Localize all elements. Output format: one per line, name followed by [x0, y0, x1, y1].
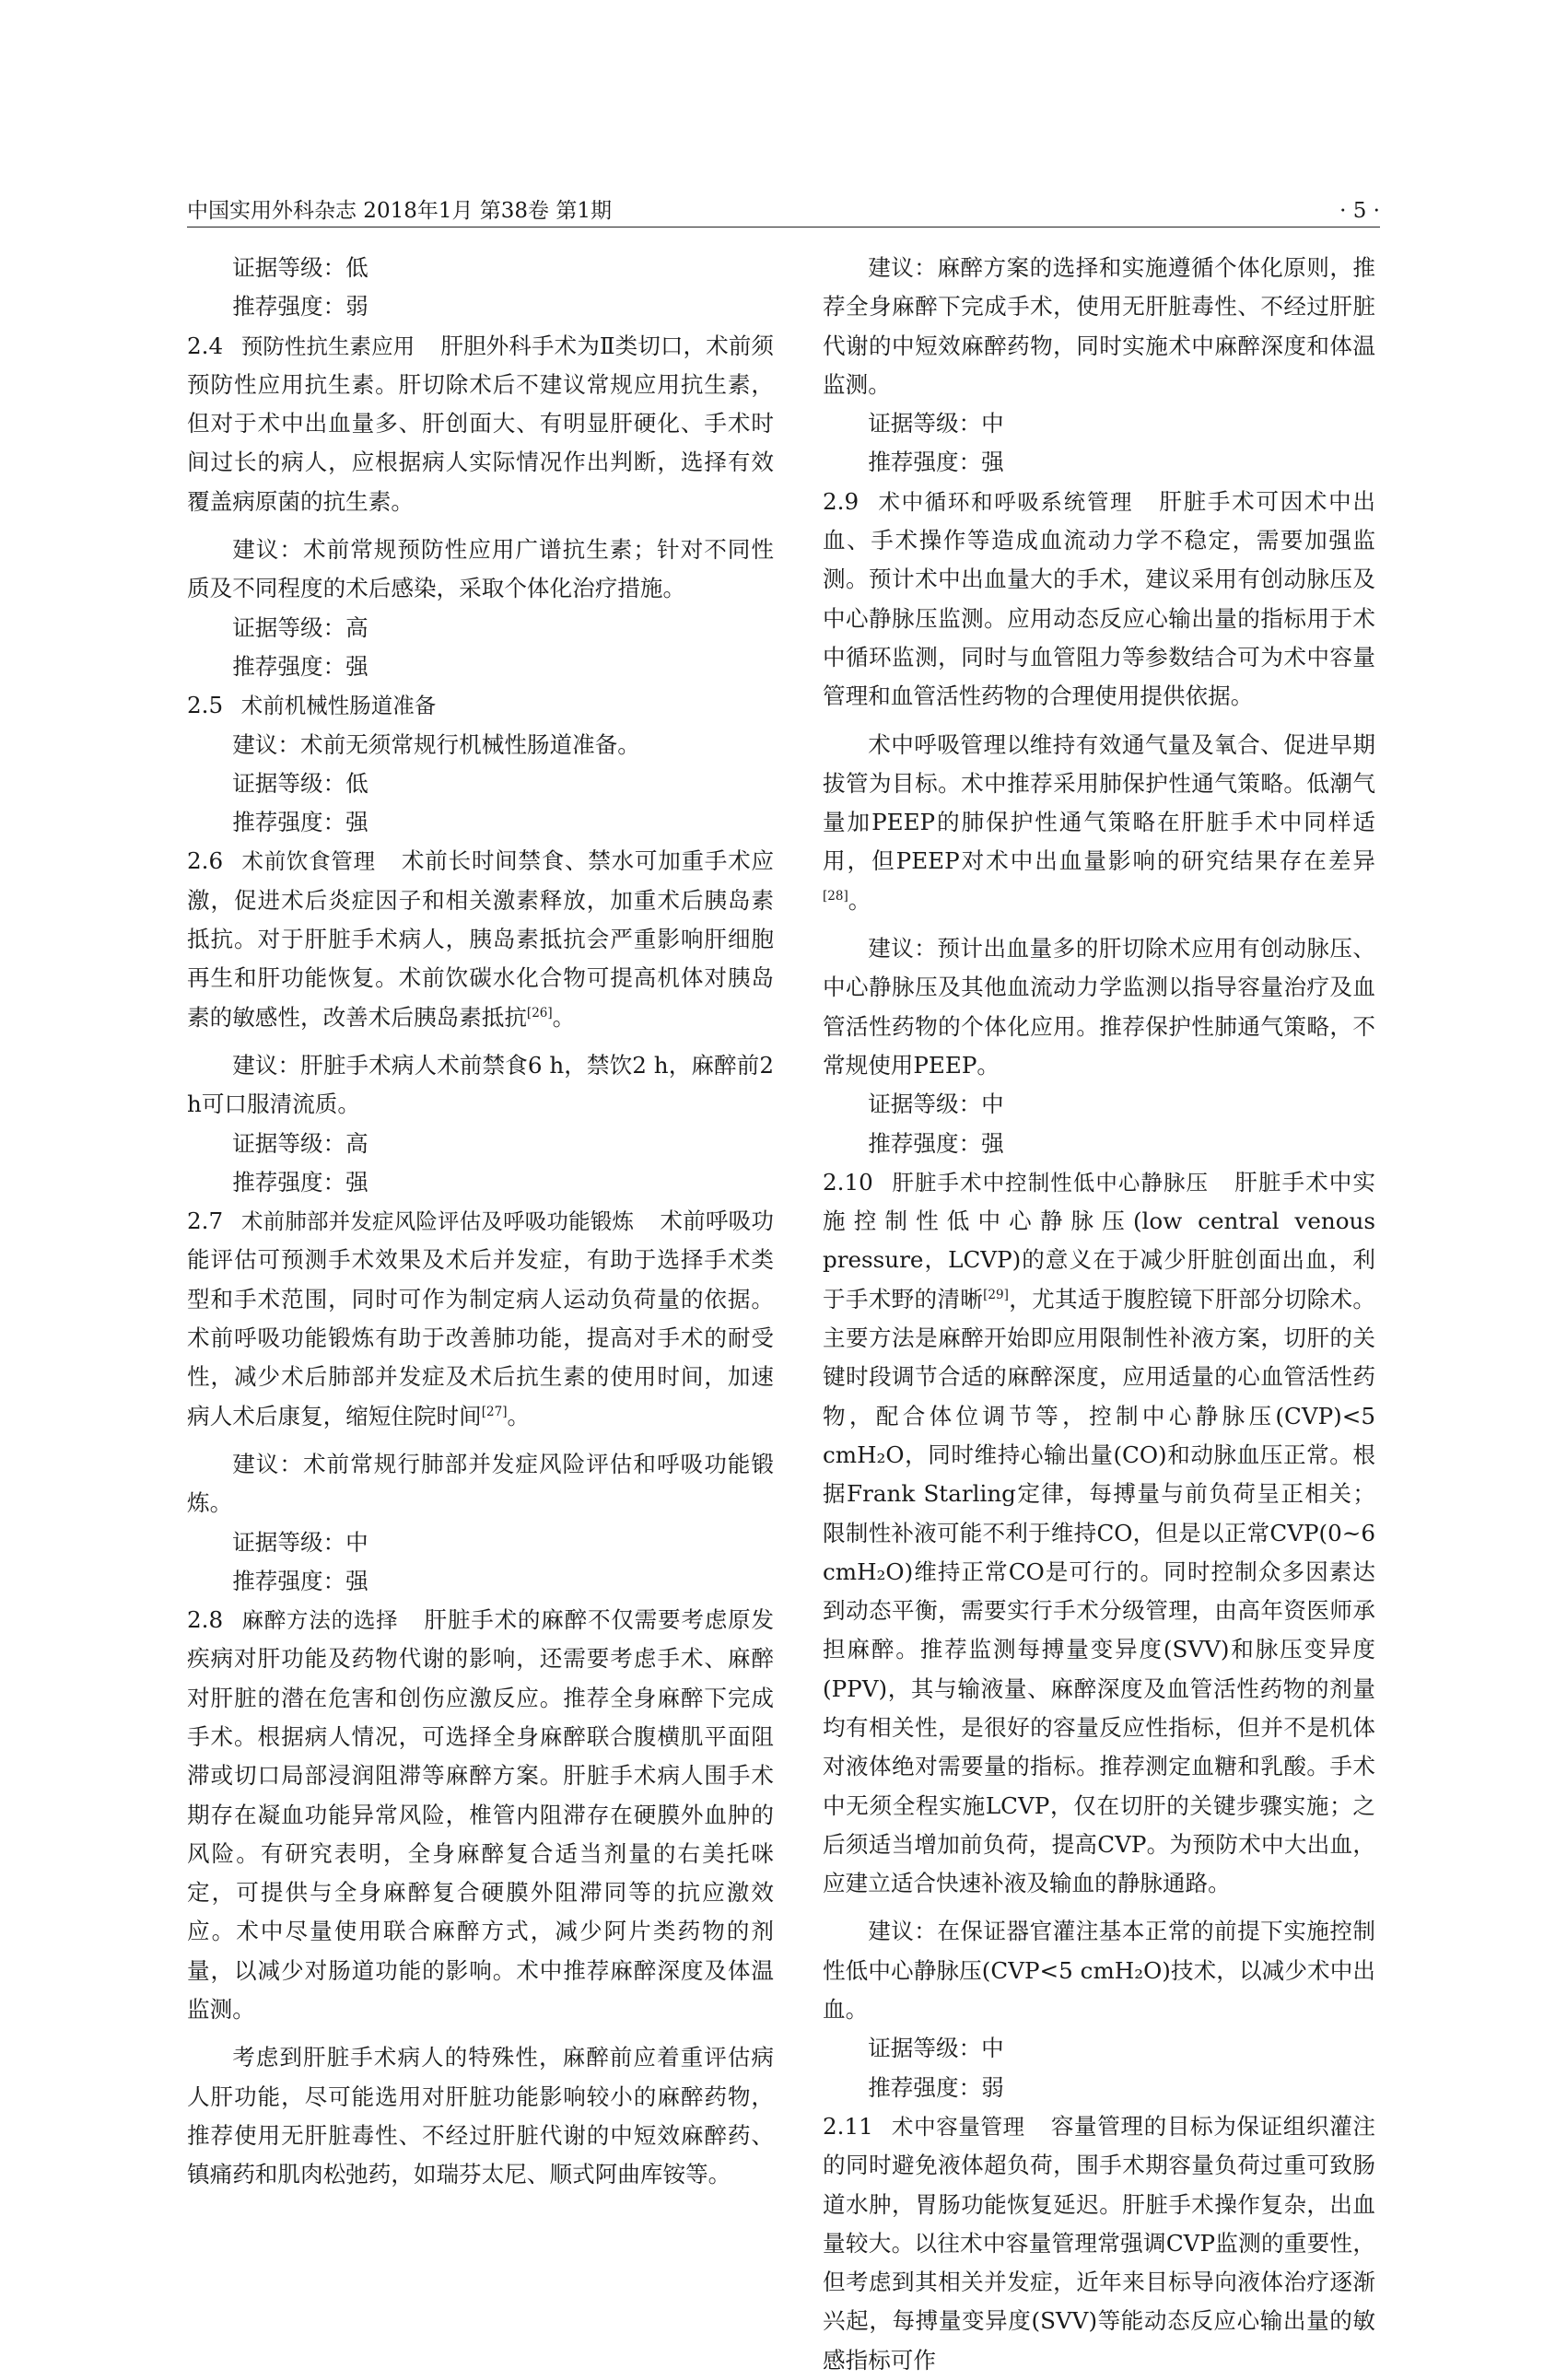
- section-title: 术中循环和呼吸系统管理: [876, 488, 1134, 515]
- section-body: 容量管理的目标为保证组织灌注的同时避免液体超负荷，围手术期容量负荷过重可致肠道水肿，胃肠功能恢复延迟。肝脏手术操作复杂，出血量较大。以往术中容量管理常强调CVP监测的重要性，但考虑到其相关并发症，近年来目标导向液体治疗逐渐兴起，每搏量变异度(SVV)等能动态反应心输出量的敏感指标可作: [823, 2112, 1375, 2374]
- section-number: 2.11: [823, 2112, 873, 2140]
- running-header: [187, 195, 1380, 228]
- section-title: 肝脏手术中控制性低中心静脉压: [891, 1169, 1210, 1196]
- body-paragraph: 考虑到肝脏手术病人的特殊性，麻醉前应着重评估病人肝功能，尽可能选用对肝脏功能影响较小的麻醉药物，推荐使用无肝脏毒性、不经过肝脏代谢的中短效麻醉药、镇痛药和肌肉松弛药，如瑞芬太尼、顺式阿曲库铵等。: [187, 2044, 774, 2188]
- paragraph-text: 术中呼吸管理以维持有效通气量及氧合、促进早期拔管为目标。术中推荐采用肺保护性通气策略。低潮气量加PEEP的肺保护性通气策略在肝脏手术中同样适用，但PEEP对术中出血量影响的研究结果存在差异: [823, 730, 1375, 875]
- recommendation-strength: 推荐强度：强: [232, 1567, 368, 1594]
- recommendation-strength: 推荐强度：弱: [232, 293, 368, 321]
- section-number: 2.5: [187, 692, 224, 719]
- section-number: 2.7: [187, 1208, 224, 1235]
- section-body: 肝脏手术可因术中出血、手术操作等造成血流动力学不稳定，需要加强监测。预计术中出血量大的手术，建议采用有创动脉压及中心静脉压监测。应用动态反应心输出量的指标用于术中循环监测，同时与血管阻力等参数结合可为术中容量管理和血管活性药物的合理使用提供依据。: [823, 487, 1375, 710]
- journal-citation: 中国实用外科杂志 2018年1月 第38卷 第1期: [187, 199, 612, 223]
- recommendation-strength: 推荐强度：强: [232, 809, 368, 836]
- recommendation: 建议：在保证器官灌注基本正常的前提下实施控制性低中心静脉压(CVP<5 cmH₂O)技术，以减少术中出血。: [823, 1918, 1375, 2024]
- section-2-7: [187, 1202, 774, 1436]
- punctuation: 。: [552, 1003, 576, 1031]
- section-number: 2.9: [823, 487, 860, 515]
- punctuation: 。: [507, 1402, 531, 1429]
- evidence-level: 证据等级：低: [232, 254, 368, 281]
- citation-ref: [27]: [481, 1404, 508, 1419]
- recommendation-strength: 推荐强度：强: [232, 1168, 368, 1196]
- section-title: 术前机械性肠道准备: [240, 693, 437, 719]
- recommendation: 建议：预计出血量多的肝切除术应用有创动脉压、中心静脉压及其他血流动力学监测以指导容量治疗及血管活性药物的个体化应用。推荐保护性肺通气策略，不常规使用PEEP。: [823, 935, 1375, 1079]
- section-body: 肝脏手术中实施控制性低中心静脉压(low central venous pressure，LCVP)的意义在于减少肝脏创面出血，利于手术野的清晰: [823, 1168, 1375, 1312]
- recommendation: 建议：术前常规行肺部并发症风险评估和呼吸功能锻炼。: [187, 1450, 774, 1517]
- section-2-9: [823, 483, 1375, 717]
- evidence-level: 证据等级：中: [232, 1528, 368, 1556]
- recommendation: 建议：肝脏手术病人术前禁食6 h，禁饮2 h，麻醉前2 h可口服清流质。: [187, 1051, 774, 1118]
- section-number: 2.6: [187, 847, 224, 875]
- section-2-8: [187, 1601, 774, 2029]
- recommendation-strength: 推荐强度：强: [868, 1129, 1004, 1157]
- section-2-10: [823, 1163, 1375, 1904]
- evidence-level: 证据等级：高: [232, 613, 368, 641]
- section-title: 预防性抗生素应用: [240, 332, 415, 359]
- section-number: 2.8: [187, 1606, 224, 1634]
- body-paragraph: [823, 726, 1375, 920]
- section-title: 术前肺部并发症风险评估及呼吸功能锻炼: [240, 1208, 635, 1235]
- citation-ref: [28]: [823, 888, 848, 904]
- section-body: 术前长时间禁食、禁水可加重手术应激，促进术后炎症因子和相关激素释放，加重术后胰岛素抵抗。对于肝脏手术病人，胰岛素抵抗会严重影响肝细胞再生和肝功能恢复。术前饮碳水化合物可提高机体对胰岛素的敏感性，改善术后胰岛素抵抗: [187, 847, 774, 1031]
- section-2-11: [823, 2107, 1375, 2380]
- recommendation: 建议：术前无须常规行机械性肠道准备。: [232, 730, 640, 758]
- citation-ref: [26]: [526, 1005, 553, 1021]
- section-title: 麻醉方法的选择: [240, 1607, 399, 1634]
- recommendation: 建议：麻醉方案的选择和实施遵循个体化原则，推荐全身麻醉下完成手术，使用无肝脏毒性、不经过肝脏代谢的中短效麻醉药物，同时实施术中麻醉深度和体温监测。: [823, 254, 1375, 398]
- citation-ref: [29]: [983, 1287, 1009, 1302]
- section-number: 2.4: [187, 332, 224, 359]
- right-column: [823, 249, 1375, 2380]
- section-body: 肝胆外科手术为Ⅱ类切口，术前须预防性应用抗生素。肝切除术后不建议常规应用抗生素，但对于术中出血量多、肝创面大、有明显肝硬化、手术时间过长的病人，应根据病人实际情况作出判断，选择有效覆盖病原菌的抗生素。: [187, 332, 775, 515]
- section-title: 术中容量管理: [891, 2113, 1025, 2140]
- section-number: 2.10: [823, 1168, 873, 1196]
- evidence-level: 证据等级：中: [868, 2035, 1004, 2062]
- evidence-level: 证据等级：高: [232, 1129, 368, 1157]
- section-body: 术前呼吸功能评估可预测手术效果及术后并发症，有助于选择手术类型和手术范围，同时可作为制定病人运动负荷量的依据。术前呼吸功能锻炼有助于改善肺功能，提高对手术的耐受性，减少术后肺部并发症及术后抗生素的使用时间，加速病人术后康复，缩短住院时间: [187, 1208, 774, 1429]
- page-number: · 5 ·: [1339, 199, 1380, 223]
- section-2-6: [187, 842, 774, 1036]
- section-2-4: [187, 327, 774, 521]
- left-column: [187, 249, 774, 2195]
- evidence-level: 证据等级：低: [232, 769, 368, 797]
- section-body: 肝脏手术的麻醉不仅需要考虑原发疾病对肝功能及药物代谢的影响，还需要考虑手术、麻醉对肝脏的潜在危害和创伤应激反应。推荐全身麻醉下完成手术。根据病人情况，可选择全身麻醉联合腹横肌平面阻滞或切口局部浸润阻滞等麻醉方案。肝脏手术病人围手术期存在凝血功能异常风险，椎管内阻滞存在硬膜外血肿的风险。有研究表明，全身麻醉复合适当剂量的右美托咪定，可提供与全身麻醉复合硬膜外阻滞同等的抗应激效应。术中尽量使用联合麻醉方式，减少阿片类药物的剂量，以减少对肠道功能的影响。术中推荐麻醉深度及体温监测。: [187, 1606, 774, 2024]
- recommendation-strength: 推荐强度：弱: [868, 2073, 1004, 2101]
- evidence-level: 证据等级：中: [868, 410, 1004, 438]
- recommendation-strength: 推荐强度：强: [868, 449, 1004, 476]
- section-title: 术前饮食管理: [240, 848, 376, 875]
- punctuation: 。: [848, 886, 871, 914]
- recommendation: 建议：术前常规预防性应用广谱抗生素；针对不同性质及不同程度的术后感染，采取个体化治疗措施。: [187, 536, 774, 602]
- recommendation-strength: 推荐强度：强: [232, 652, 368, 680]
- section-2-5: [187, 686, 774, 725]
- evidence-level: 证据等级：中: [868, 1091, 1004, 1118]
- section-body-cont: ，尤其适于腹腔镜下肝部分切除术。主要方法是麻醉开始即应用限制性补液方案，切肝的关键时段调节合适的麻醉深度，应用适量的心血管活性药物，配合体位调节等，控制中心静脉压(CVP)<5 cmH₂O，同时维持心输出量(CO)和动脉血压正常。根据Frank Starling定律，每搏量与前负荷呈正相关；限制性补液可能不利于维持CO，但是以正常CVP(0~6 cmH₂O)维持正常CO是可行的。同时控制众多因素达到动态平衡，需要实行手术分级管理，由高年资医师承担麻醉。推荐监测每搏量变异度(SVV)和脉压变异度(PPV)，其与输液量、麻醉深度及血管活性药物的剂量均有相关性，是很好的容量反应性指标，但并不是机体对液体绝对需要量的指标。推荐测定血糖和乳酸。手术中无须全程实施LCVP，仅在切肝的关键步骤实施；之后须适当增加前负荷，提高CVP。为预防术中大出血，应建立适合快速补液及输血的静脉通路。: [823, 1285, 1375, 1897]
